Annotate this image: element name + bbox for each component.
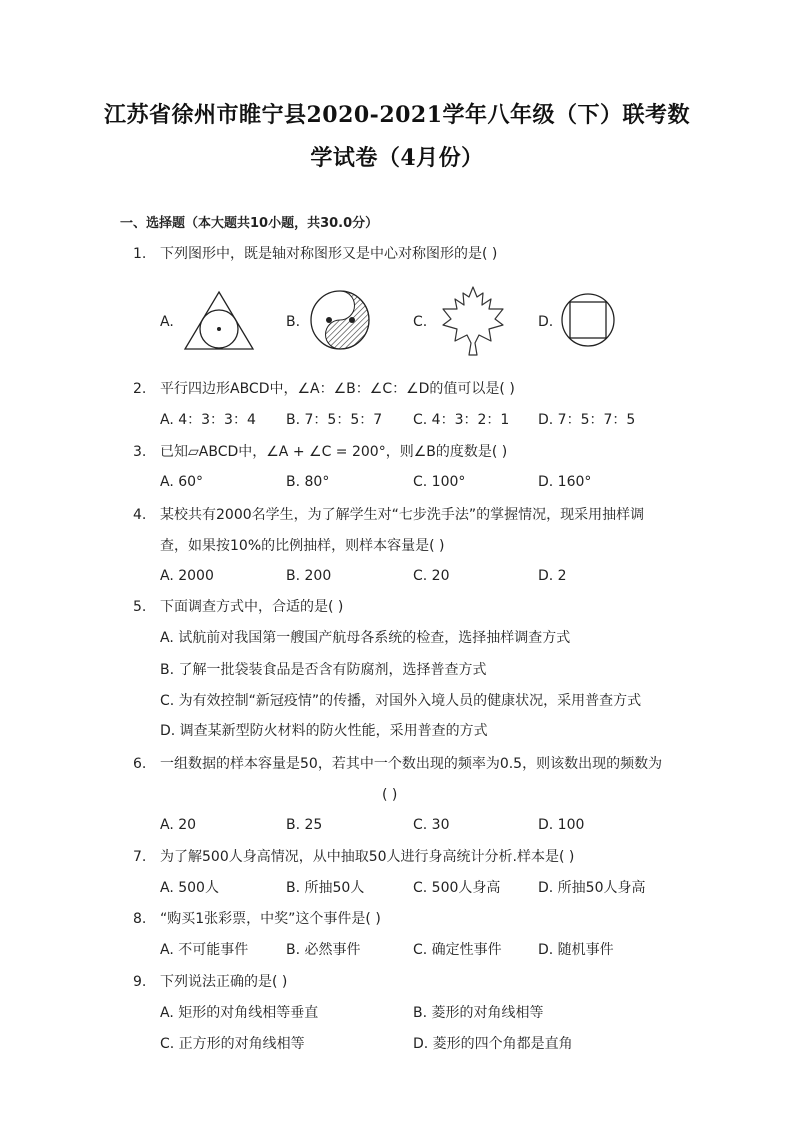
question-1-option-b: B. — [286, 314, 301, 330]
question-8-number: 8. — [133, 911, 147, 927]
question-1-option-a: A. — [160, 314, 174, 330]
question-5-number: 5. — [133, 599, 147, 615]
question-1-option-c: C. — [413, 314, 428, 330]
question-6-text-line-2: ( ) — [382, 787, 398, 803]
question-3-option-b: B. 80° — [286, 474, 330, 490]
question-9-text: 下列说法正确的是( ) — [160, 974, 288, 990]
question-1-number: 1. — [133, 246, 147, 262]
question-6-text-line-1: 一组数据的样本容量是50，若其中一个数出现的频率为0.5，则该数出现的频数为 — [160, 756, 663, 772]
question-8-option-d: D. 随机事件 — [538, 942, 614, 958]
question-6-number: 6. — [133, 756, 147, 772]
question-7-option-b: B. 所抽50人 — [286, 880, 365, 896]
question-4-option-b: B. 200 — [286, 568, 332, 584]
question-8-option-c: C. 确定性事件 — [413, 942, 502, 958]
question-7-option-d: D. 所抽50人身高 — [538, 880, 646, 896]
question-5-option-d: D. 调查某新型防火材料的防火性能，采用普查的方式 — [160, 723, 488, 739]
question-8-option-a: A. 不可能事件 — [160, 942, 249, 958]
question-4-option-c: C. 20 — [413, 568, 450, 584]
question-4-option-d: D. 2 — [538, 568, 567, 584]
circle-square-figure — [558, 290, 618, 350]
maple-leaf-figure — [437, 283, 509, 359]
question-5-text: 下面调查方式中，合适的是( ) — [160, 599, 344, 615]
question-2-option-a: A. 4：3：3：4 — [160, 412, 256, 428]
section-heading: 一、选择题（本大题共10小题，共30.0分） — [120, 216, 379, 231]
question-4-option-a: A. 2000 — [160, 568, 214, 584]
question-6-option-c: C. 30 — [413, 817, 450, 833]
question-3-option-c: C. 100° — [413, 474, 466, 490]
question-6-option-b: B. 25 — [286, 817, 323, 833]
question-4-text-line-2: 查，如果按10%的比例抽样，则样本容量是( ) — [160, 538, 445, 554]
question-3-option-a: A. 60° — [160, 474, 204, 490]
question-7-number: 7. — [133, 849, 147, 865]
question-5-option-a: A. 试航前对我国第一艘国产航母各系统的检查，选择抽样调查方式 — [160, 630, 571, 646]
yin-yang-figure — [308, 289, 372, 351]
triangle-circle-figure — [182, 288, 256, 352]
question-9-option-b: B. 菱形的对角线相等 — [413, 1005, 544, 1021]
question-2-option-c: C. 4：3：2：1 — [413, 412, 510, 428]
question-7-text: 为了解500人身高情况，从中抽取50人进行身高统计分析.样本是( ) — [160, 849, 575, 865]
question-5-option-b: B. 了解一批袋装食品是否含有防腐剂，选择普查方式 — [160, 662, 487, 678]
question-3-option-d: D. 160° — [538, 474, 592, 490]
question-1-text: 下列图形中，既是轴对称图形又是中心对称图形的是( ) — [160, 246, 498, 262]
question-7-option-c: C. 500人身高 — [413, 880, 501, 896]
question-3-number: 3. — [133, 444, 147, 460]
question-4-text-line-1: 某校共有2000名学生，为了解学生对“七步洗手法”的掌握情况，现采用抽样调 — [160, 507, 645, 523]
question-8-option-b: B. 必然事件 — [286, 942, 361, 958]
question-6-option-d: D. 100 — [538, 817, 585, 833]
question-1-option-d: D. — [538, 314, 554, 330]
question-2-option-d: D. 7：5：7：5 — [538, 412, 636, 428]
question-2-number: 2. — [133, 381, 147, 397]
page-title-line-1: 江苏省徐州市睢宁县2020-2021学年八年级（下）联考数 — [103, 102, 691, 128]
question-7-option-a: A. 500人 — [160, 880, 219, 896]
question-2-text: 平行四边形ABCD中，∠A：∠B：∠C：∠D的值可以是( ) — [160, 381, 515, 397]
page-title-line-2: 学试卷（4月份） — [310, 145, 484, 171]
question-4-number: 4. — [133, 507, 147, 523]
question-9-option-c: C. 正方形的对角线相等 — [160, 1036, 305, 1052]
question-9-option-a: A. 矩形的对角线相等垂直 — [160, 1005, 319, 1021]
question-5-option-c: C. 为有效控制“新冠疫情”的传播，对国外入境人员的健康状况，采用普查方式 — [160, 693, 642, 709]
question-6-option-a: A. 20 — [160, 817, 197, 833]
question-8-text: “购买1张彩票，中奖”这个事件是( ) — [160, 911, 381, 927]
question-9-option-d: D. 菱形的四个角都是直角 — [413, 1036, 573, 1052]
question-3-text: 已知▱ABCD中，∠A + ∠C = 200°，则∠B的度数是( ) — [160, 444, 508, 460]
question-9-number: 9. — [133, 974, 147, 990]
question-2-option-b: B. 7：5：5：7 — [286, 412, 383, 428]
